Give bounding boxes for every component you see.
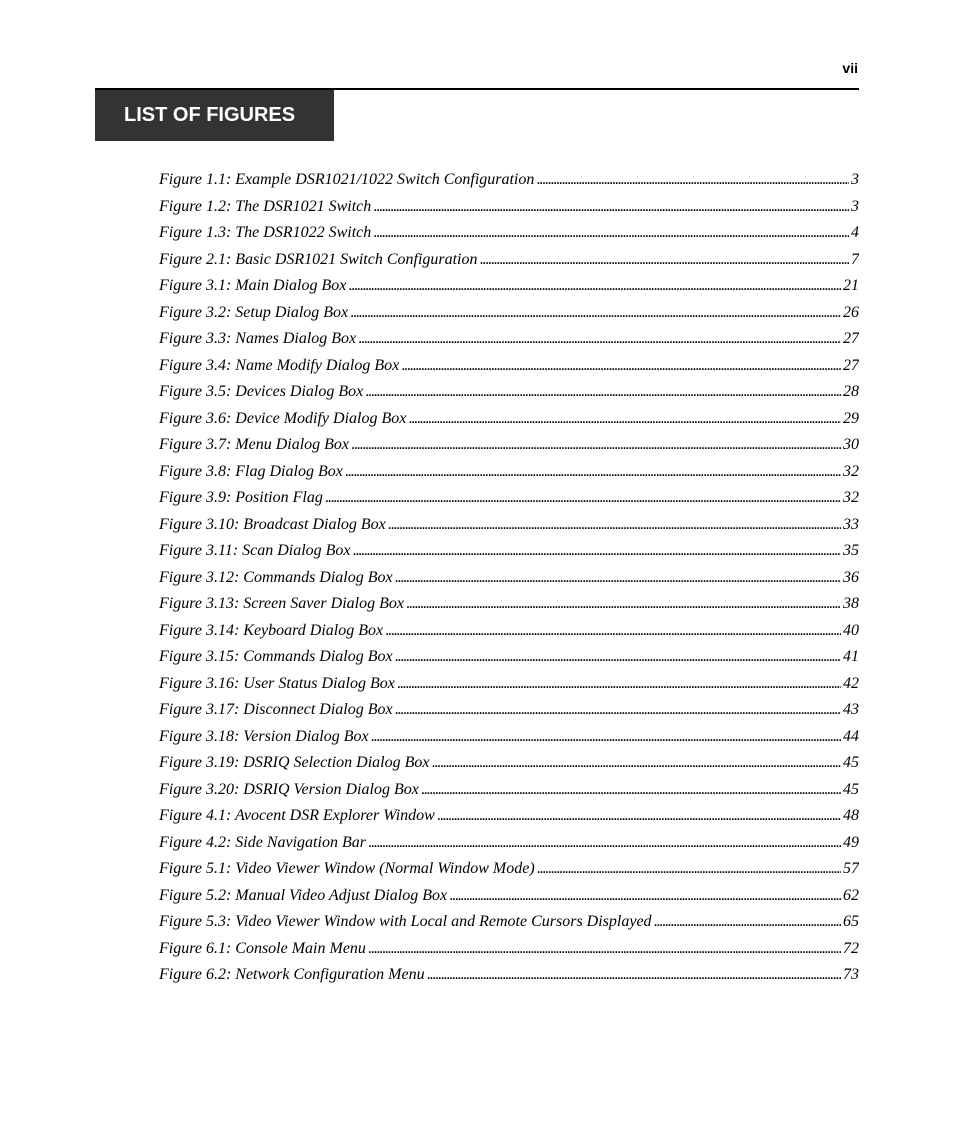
toc-entry[interactable] bbox=[159, 459, 859, 486]
figure-title: Figure 3.17: Disconnect Dialog Box bbox=[159, 701, 393, 718]
figure-title: Figure 4.2: Side Navigation Bar bbox=[159, 833, 366, 851]
toc-entry[interactable] bbox=[159, 485, 859, 512]
dot-leader bbox=[395, 565, 841, 592]
toc-entry[interactable] bbox=[159, 353, 859, 380]
figure-page-number: 32 bbox=[843, 489, 859, 506]
dot-leader bbox=[408, 406, 841, 433]
dot-leader bbox=[537, 856, 841, 883]
toc-entry[interactable] bbox=[159, 167, 859, 194]
figure-page-number: 3 bbox=[851, 197, 859, 215]
figure-page-number: 26 bbox=[843, 303, 859, 321]
dot-leader bbox=[536, 167, 849, 194]
dot-leader bbox=[431, 750, 841, 777]
figure-title: Figure 3.11: Scan Dialog Box bbox=[159, 542, 351, 559]
figure-title: Figure 5.1: Video Viewer Window (Normal Window Mode) bbox=[159, 860, 535, 877]
toc-entry[interactable] bbox=[159, 512, 859, 539]
figure-page-number: 7 bbox=[851, 250, 859, 268]
toc-entry[interactable] bbox=[159, 883, 859, 910]
dot-leader bbox=[654, 909, 841, 936]
figure-title: Figure 3.6: Device Modify Dialog Box bbox=[159, 409, 407, 427]
figure-title: Figure 1.3: The DSR1022 Switch bbox=[159, 224, 372, 241]
figure-page-number: 43 bbox=[843, 701, 859, 718]
figure-title: Figure 1.2: The DSR1021 Switch bbox=[159, 197, 372, 215]
figure-title: Figure 3.16: User Status Dialog Box bbox=[159, 674, 395, 692]
dot-leader bbox=[325, 485, 841, 512]
figure-page-number: 32 bbox=[843, 462, 859, 480]
dot-leader bbox=[480, 247, 850, 274]
dot-leader bbox=[373, 194, 849, 221]
toc-entry[interactable] bbox=[159, 618, 859, 645]
figure-title: Figure 6.2: Network Configuration Menu bbox=[159, 966, 425, 983]
figure-page-number: 49 bbox=[843, 833, 859, 851]
dot-leader bbox=[449, 883, 841, 910]
dot-leader bbox=[345, 459, 841, 486]
toc-entry[interactable] bbox=[159, 406, 859, 433]
figure-title: Figure 3.3: Names Dialog Box bbox=[159, 330, 357, 347]
figure-page-number: 28 bbox=[843, 383, 859, 400]
dot-leader bbox=[397, 671, 841, 698]
dot-leader bbox=[437, 803, 841, 830]
dot-leader bbox=[351, 432, 841, 459]
figure-title: Figure 2.1: Basic DSR1021 Switch Configuration bbox=[159, 250, 478, 268]
figure-title: Figure 5.2: Manual Video Adjust Dialog Box bbox=[159, 886, 448, 904]
toc-entry[interactable] bbox=[159, 273, 859, 300]
figure-title: Figure 3.2: Setup Dialog Box bbox=[159, 303, 349, 321]
figure-title: Figure 3.5: Devices Dialog Box bbox=[159, 383, 364, 400]
figure-page-number: 40 bbox=[843, 621, 859, 639]
dot-leader bbox=[395, 644, 841, 671]
dot-leader bbox=[353, 538, 841, 565]
figure-page-number: 27 bbox=[843, 356, 859, 374]
figure-page-number: 44 bbox=[843, 727, 859, 745]
figure-title: Figure 3.15: Commands Dialog Box bbox=[159, 648, 393, 665]
figure-page-number: 3 bbox=[851, 171, 859, 188]
dot-leader bbox=[395, 697, 841, 724]
figure-page-number: 38 bbox=[843, 595, 859, 612]
toc-entry[interactable] bbox=[159, 962, 859, 989]
toc-entry[interactable] bbox=[159, 697, 859, 724]
dot-leader bbox=[427, 962, 841, 989]
figure-title: Figure 3.10: Broadcast Dialog Box bbox=[159, 515, 386, 533]
figure-title: Figure 3.19: DSRIQ Selection Dialog Box bbox=[159, 754, 430, 771]
figure-page-number: 48 bbox=[843, 807, 859, 824]
figure-title: Figure 3.1: Main Dialog Box bbox=[159, 277, 347, 294]
figure-page-number: 42 bbox=[843, 674, 859, 692]
dot-leader bbox=[385, 618, 841, 645]
figure-title: Figure 3.20: DSRIQ Version Dialog Box bbox=[159, 780, 419, 798]
toc-entry[interactable] bbox=[159, 856, 859, 883]
figure-title: Figure 3.14: Keyboard Dialog Box bbox=[159, 621, 384, 639]
dot-leader bbox=[401, 353, 841, 380]
section-title: LIST OF FIGURES bbox=[95, 90, 334, 141]
figure-title: Figure 3.7: Menu Dialog Box bbox=[159, 436, 350, 453]
figure-title: Figure 3.4: Name Modify Dialog Box bbox=[159, 356, 400, 374]
toc-entry[interactable] bbox=[159, 220, 859, 247]
figure-page-number: 35 bbox=[843, 542, 859, 559]
page-number: vii bbox=[842, 60, 858, 76]
figure-page-number: 27 bbox=[843, 330, 859, 347]
toc-entry[interactable] bbox=[159, 591, 859, 618]
toc-entry[interactable] bbox=[159, 909, 859, 936]
toc-entry[interactable] bbox=[159, 379, 859, 406]
figure-title: Figure 3.18: Version Dialog Box bbox=[159, 727, 369, 745]
dot-leader bbox=[348, 273, 841, 300]
dot-leader bbox=[365, 379, 841, 406]
toc-entry[interactable] bbox=[159, 644, 859, 671]
toc-entry[interactable] bbox=[159, 777, 859, 804]
figure-page-number: 21 bbox=[843, 277, 859, 294]
figure-page-number: 73 bbox=[843, 966, 859, 983]
figure-page-number: 45 bbox=[843, 754, 859, 771]
dot-leader bbox=[358, 326, 841, 353]
toc-entry[interactable] bbox=[159, 326, 859, 353]
toc-entry[interactable] bbox=[159, 936, 859, 963]
dot-leader bbox=[406, 591, 841, 618]
figure-page-number: 72 bbox=[843, 939, 859, 957]
toc-entry[interactable] bbox=[159, 671, 859, 698]
toc-entry[interactable] bbox=[159, 432, 859, 459]
dot-leader bbox=[350, 300, 841, 327]
dot-leader bbox=[421, 777, 841, 804]
figure-title: Figure 3.12: Commands Dialog Box bbox=[159, 568, 393, 586]
toc-entry[interactable] bbox=[159, 300, 859, 327]
toc-entry[interactable] bbox=[159, 750, 859, 777]
dot-leader bbox=[388, 512, 841, 539]
figure-page-number: 30 bbox=[843, 436, 859, 453]
dot-leader bbox=[368, 936, 841, 963]
list-of-figures bbox=[159, 167, 859, 989]
figure-page-number: 65 bbox=[843, 913, 859, 930]
toc-entry[interactable] bbox=[159, 194, 859, 221]
figure-title: Figure 6.1: Console Main Menu bbox=[159, 939, 366, 957]
dot-leader bbox=[373, 220, 849, 247]
figure-title: Figure 5.3: Video Viewer Window with Local and Remote Cursors Displayed bbox=[159, 913, 652, 930]
figure-title: Figure 4.1: Avocent DSR Explorer Window bbox=[159, 807, 435, 824]
figure-page-number: 62 bbox=[843, 886, 859, 904]
figure-page-number: 36 bbox=[843, 568, 859, 586]
figure-page-number: 45 bbox=[843, 780, 859, 798]
toc-entry[interactable] bbox=[159, 724, 859, 751]
figure-title: Figure 1.1: Example DSR1021/1022 Switch Configuration bbox=[159, 171, 535, 188]
toc-entry[interactable] bbox=[159, 538, 859, 565]
dot-leader bbox=[371, 724, 841, 751]
figure-page-number: 33 bbox=[843, 515, 859, 533]
figure-title: Figure 3.13: Screen Saver Dialog Box bbox=[159, 595, 404, 612]
figure-page-number: 41 bbox=[843, 648, 859, 665]
figure-title: Figure 3.9: Position Flag bbox=[159, 489, 323, 506]
figure-page-number: 4 bbox=[851, 224, 859, 241]
figure-page-number: 57 bbox=[843, 860, 859, 877]
figure-page-number: 29 bbox=[843, 409, 859, 427]
toc-entry[interactable] bbox=[159, 247, 859, 274]
toc-entry[interactable] bbox=[159, 565, 859, 592]
toc-entry[interactable] bbox=[159, 830, 859, 857]
dot-leader bbox=[368, 830, 841, 857]
figure-title: Figure 3.8: Flag Dialog Box bbox=[159, 462, 343, 480]
toc-entry[interactable] bbox=[159, 803, 859, 830]
